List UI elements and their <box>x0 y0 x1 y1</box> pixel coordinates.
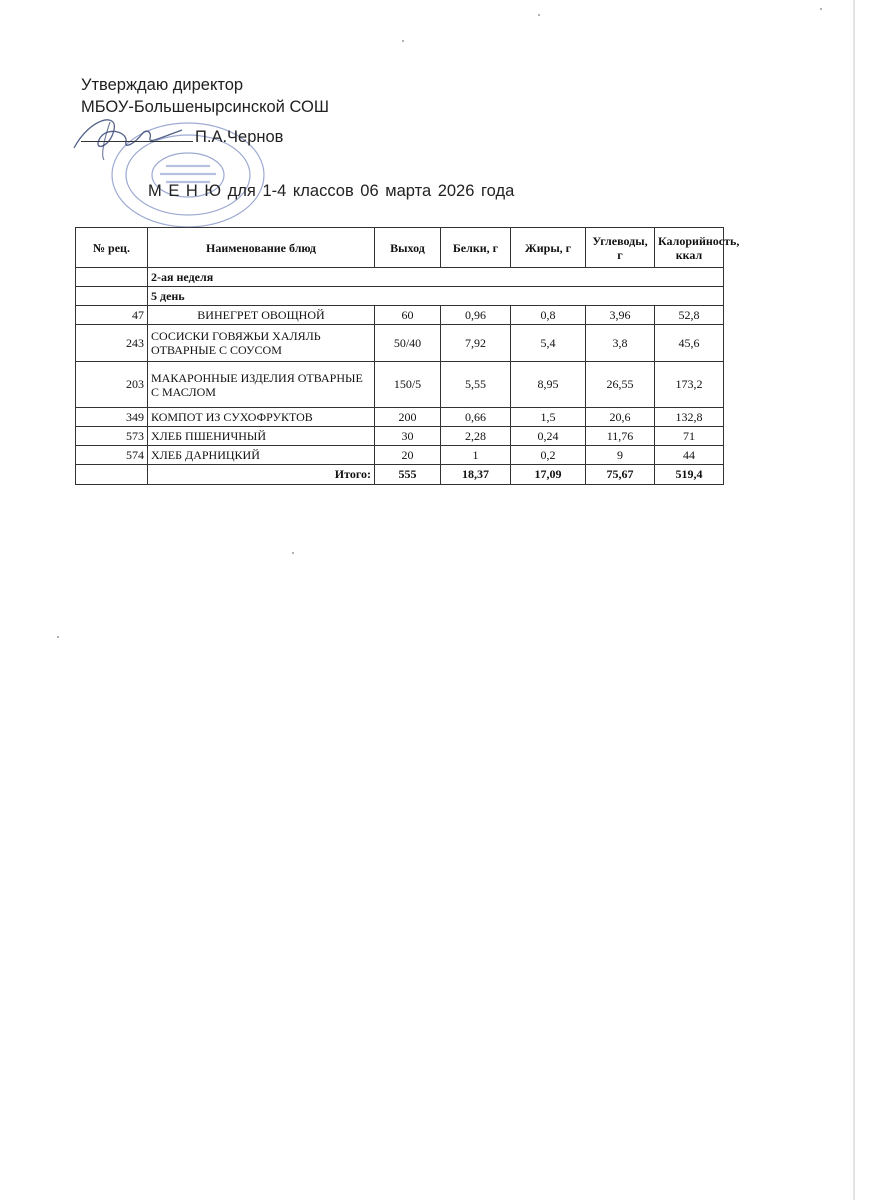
yield-value: 60 <box>375 306 441 325</box>
table-row <box>76 325 724 362</box>
dish-name: ВИНЕГРЕТ ОВОЩНОЙ <box>148 306 375 325</box>
kcal-value: 173,2 <box>655 362 724 408</box>
signature-underline <box>81 141 193 142</box>
signature-line <box>81 128 283 147</box>
fat-value: 5,4 <box>511 325 586 362</box>
carbs-value: 9 <box>586 446 655 465</box>
approval-block <box>81 74 329 118</box>
header-yield: Выход <box>375 228 441 268</box>
rec-number: 574 <box>76 446 148 465</box>
protein-value: 1 <box>441 446 511 465</box>
rec-number: 573 <box>76 427 148 446</box>
scan-speck <box>292 552 294 554</box>
dish-name: КОМПОТ ИЗ СУХОФРУКТОВ <box>148 408 375 427</box>
protein-value: 0,66 <box>441 408 511 427</box>
kcal-value: 52,8 <box>655 306 724 325</box>
dish-name: МАКАРОННЫЕ ИЗДЕЛИЯ ОТВАРНЫЕ С МАСЛОМ <box>148 362 375 408</box>
fat-value: 1,5 <box>511 408 586 427</box>
menu-table <box>75 227 740 485</box>
protein-value: 2,28 <box>441 427 511 446</box>
rec-number: 243 <box>76 325 148 362</box>
rec-number: 349 <box>76 408 148 427</box>
table-row <box>76 427 724 446</box>
yield-value: 30 <box>375 427 441 446</box>
fat-value: 0,2 <box>511 446 586 465</box>
protein-value: 7,92 <box>441 325 511 362</box>
table-row <box>76 362 724 408</box>
yield-value: 200 <box>375 408 441 427</box>
table-row <box>76 306 724 325</box>
rec-number: 203 <box>76 362 148 408</box>
header-fat: Жиры, г <box>511 228 586 268</box>
day-label: 5 день <box>148 287 724 306</box>
carbs-value: 26,55 <box>586 362 655 408</box>
header-rec: № рец. <box>76 228 148 268</box>
empty-cell <box>76 287 148 306</box>
week-label: 2-ая неделя <box>148 268 724 287</box>
approval-line-2: МБОУ-Большенырсинской СОШ <box>81 98 329 116</box>
empty-cell <box>76 465 148 485</box>
rec-number: 47 <box>76 306 148 325</box>
fat-value: 8,95 <box>511 362 586 408</box>
header-row <box>76 228 724 268</box>
scan-speck <box>402 40 404 42</box>
director-name: П.А.Чернов <box>195 128 284 146</box>
carbs-value: 20,6 <box>586 408 655 427</box>
menu-title: М Е Н Ю для 1-4 классов 06 марта 2026 года <box>148 182 515 200</box>
dish-name: ХЛЕБ ДАРНИЦКИЙ <box>148 446 375 465</box>
fat-value: 0,24 <box>511 427 586 446</box>
dish-name: ХЛЕБ ПШЕНИЧНЫЙ <box>148 427 375 446</box>
total-label: Итого: <box>148 465 375 485</box>
kcal-value: 45,6 <box>655 325 724 362</box>
total-row <box>76 465 724 485</box>
table-row <box>76 408 724 427</box>
empty-cell <box>76 268 148 287</box>
total-kcal: 519,4 <box>655 465 724 485</box>
dish-name: СОСИСКИ ГОВЯЖЬИ ХАЛЯЛЬ ОТВАРНЫЕ С СОУСОМ <box>148 325 375 362</box>
scan-speck <box>538 14 540 16</box>
protein-value: 5,55 <box>441 362 511 408</box>
carbs-value: 11,76 <box>586 427 655 446</box>
carbs-value: 3,8 <box>586 325 655 362</box>
scan-speck <box>57 636 59 638</box>
yield-value: 20 <box>375 446 441 465</box>
scan-edge <box>853 0 855 1200</box>
fat-value: 0,8 <box>511 306 586 325</box>
kcal-value: 44 <box>655 446 724 465</box>
week-row <box>76 268 724 287</box>
total-protein: 18,37 <box>441 465 511 485</box>
header-protein: Белки, г <box>441 228 511 268</box>
yield-value: 50/40 <box>375 325 441 362</box>
header-carbs: Углеводы, г <box>586 228 655 268</box>
header-name: Наименование блюд <box>148 228 375 268</box>
approval-line-1: Утверждаю директор <box>81 76 244 94</box>
total-yield: 555 <box>375 465 441 485</box>
scan-speck <box>820 8 822 10</box>
carbs-value: 3,96 <box>586 306 655 325</box>
total-carbs: 75,67 <box>586 465 655 485</box>
yield-value: 150/5 <box>375 362 441 408</box>
day-row <box>76 287 724 306</box>
total-fat: 17,09 <box>511 465 586 485</box>
kcal-value: 132,8 <box>655 408 724 427</box>
header-kcal: Калорийность, ккал <box>655 228 724 268</box>
table-row <box>76 446 724 465</box>
kcal-value: 71 <box>655 427 724 446</box>
protein-value: 0,96 <box>441 306 511 325</box>
